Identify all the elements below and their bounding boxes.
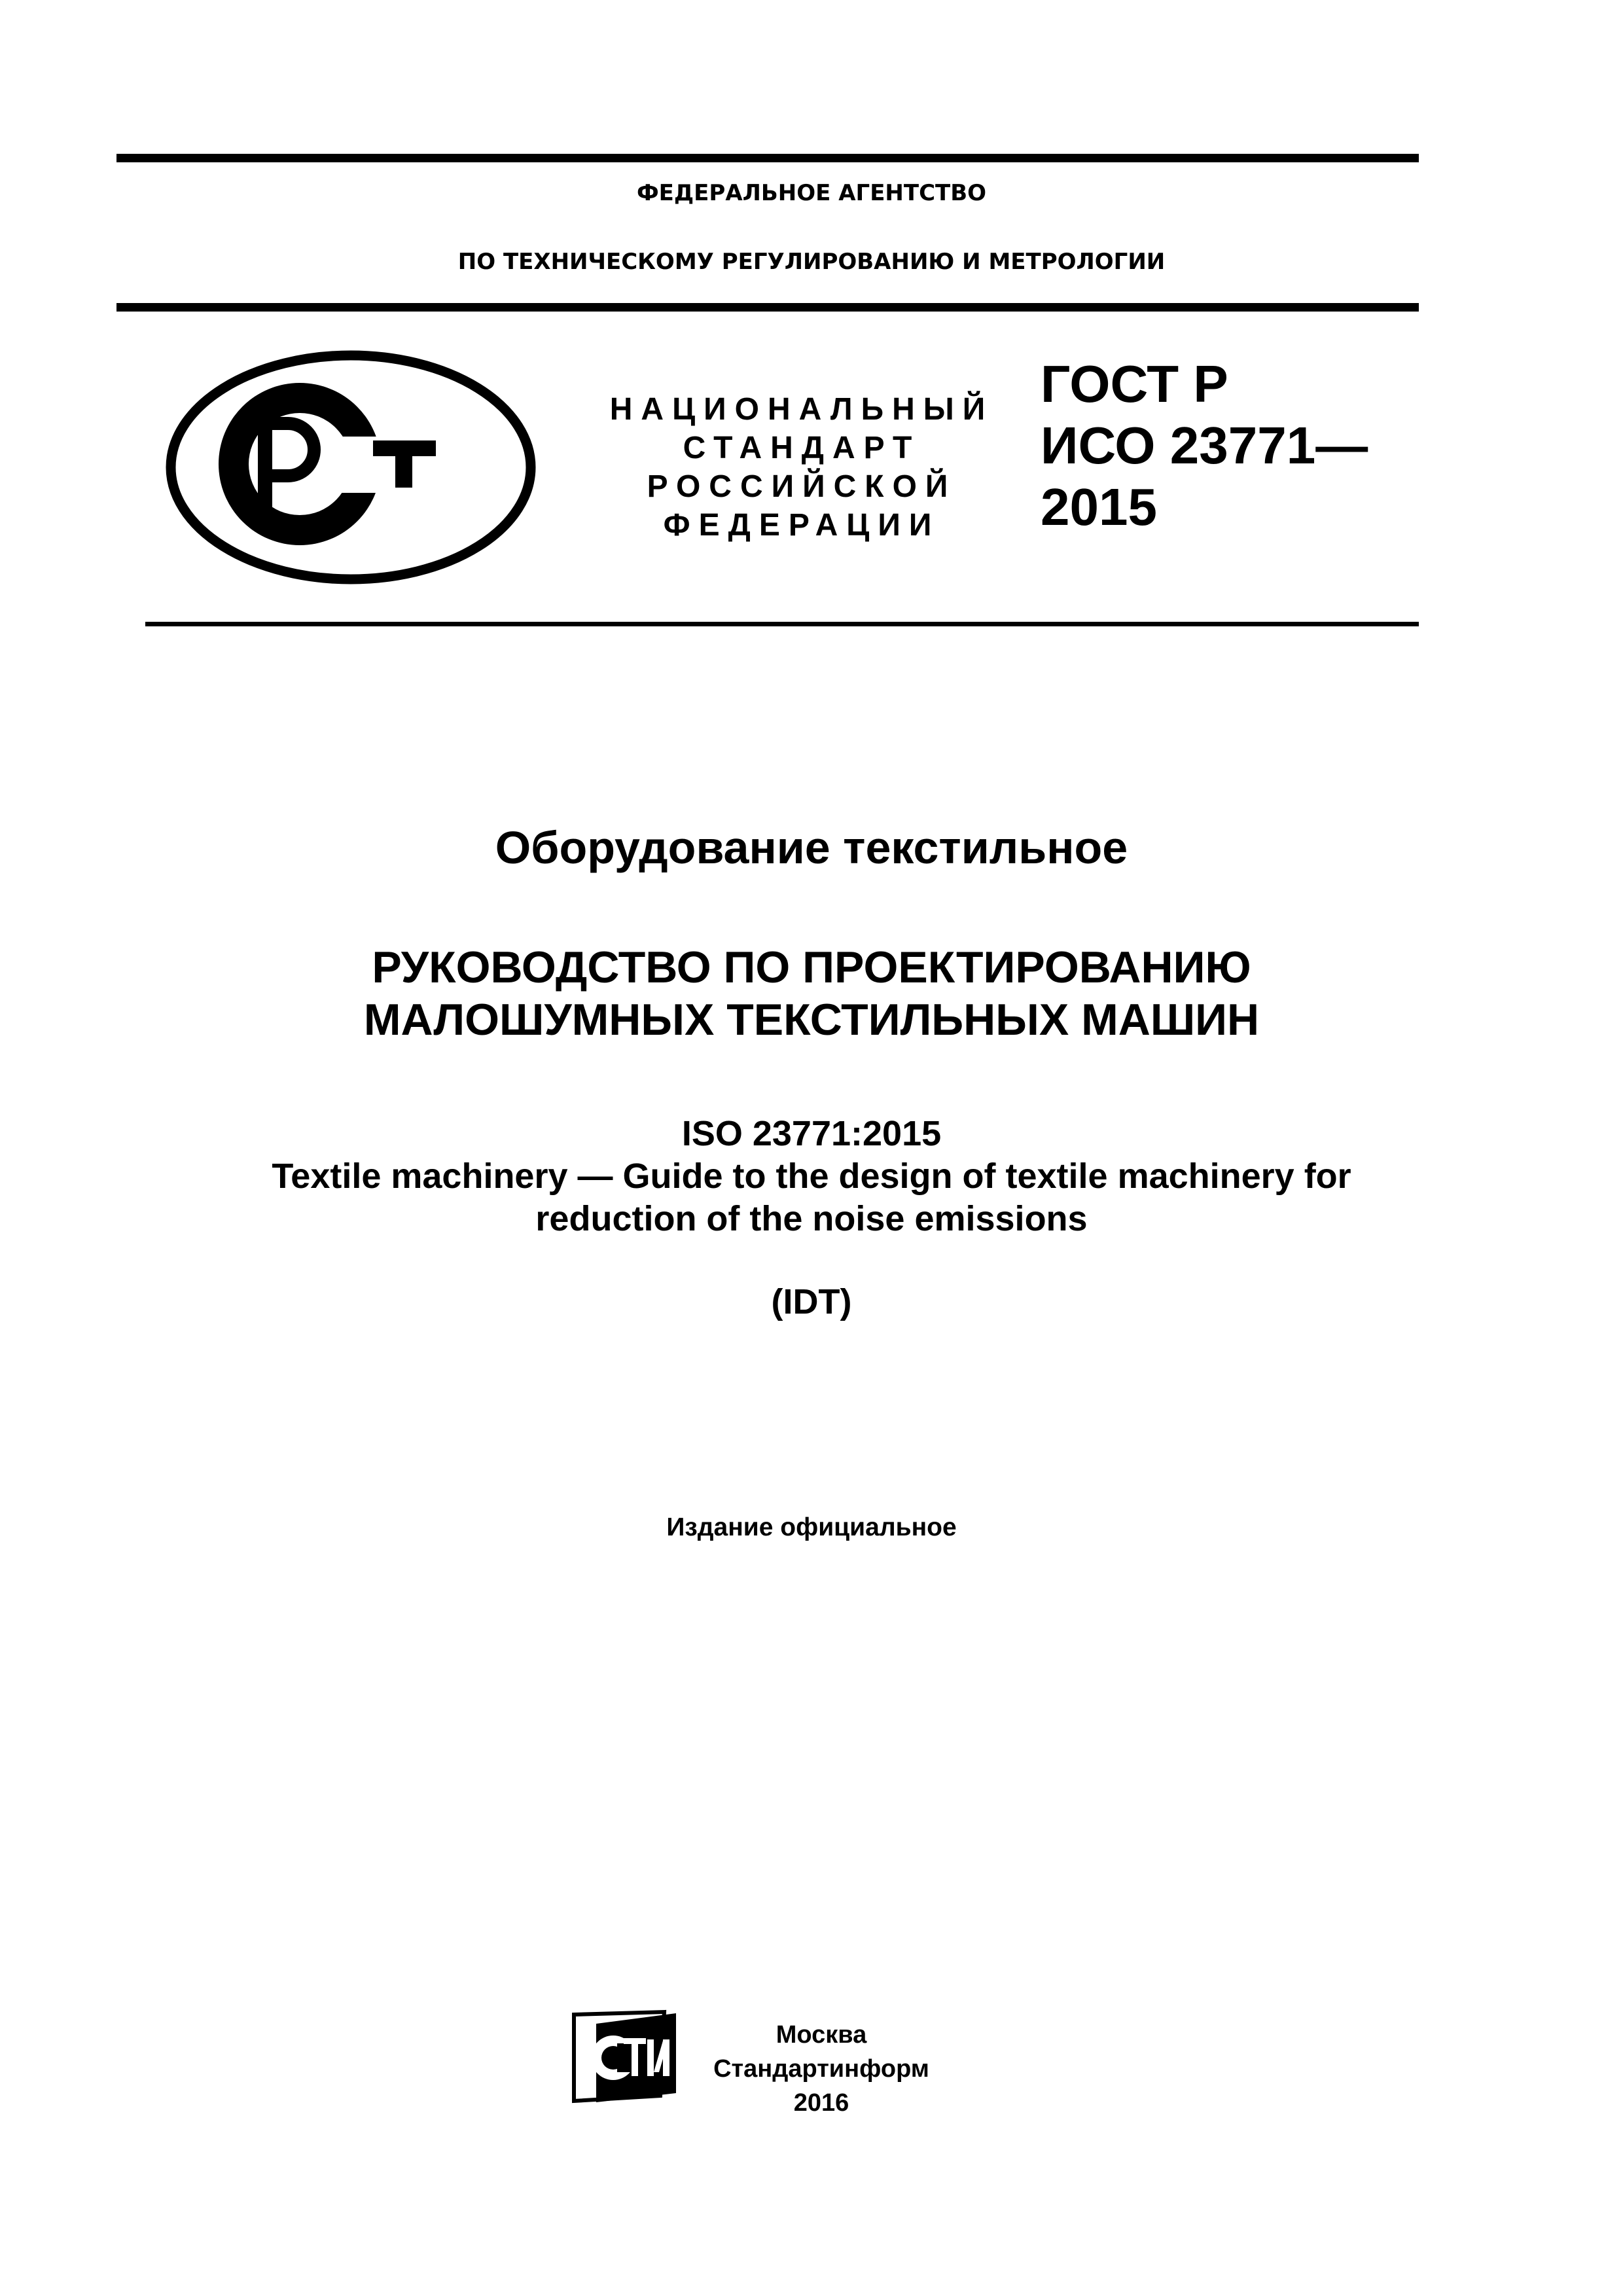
publisher-block <box>707 2018 936 2120</box>
header-bottom-rule <box>116 303 1419 312</box>
standard-type <box>589 390 1014 545</box>
agency-line-2: ПО ТЕХНИЧЕСКОМУ РЕГУЛИРОВАНИЮ И МЕТРОЛОГИИ <box>457 249 1166 275</box>
equivalence-mark: (IDT) <box>771 1282 852 1321</box>
agency-line-1: ФЕДЕРАЛЬНОЕ АГЕНТСТВО <box>636 180 987 206</box>
iso-title-line-2: reduction of the noise emissions <box>535 1199 1088 1238</box>
standard-type-line-4: ФЕДЕРАЦИИ <box>663 508 940 543</box>
standard-type-line-3: РОССИЙСКОЙ <box>647 469 957 504</box>
document-subtitle <box>0 941 1623 1046</box>
publisher-city: Москва <box>776 2021 867 2049</box>
standard-type-line-1: НАЦИОНАЛЬНЫЙ <box>609 392 994 427</box>
edition-note: Издание официальное <box>666 1513 957 1541</box>
subtitle-line-2: МАЛОШУМНЫХ ТЕКСТИЛЬНЫХ МАШИН <box>363 995 1260 1045</box>
designation-line-1: ГОСТ Р <box>1041 355 1228 413</box>
standartinform-logo-icon <box>571 2009 686 2104</box>
masthead-bottom-rule <box>145 622 1419 626</box>
rst-logo-icon <box>165 350 537 584</box>
document-title: Оборудование текстильное <box>495 822 1128 873</box>
iso-reference <box>0 1113 1623 1240</box>
standard-type-line-2: СТАНДАРТ <box>683 431 921 465</box>
designation-line-3: 2015 <box>1041 478 1157 536</box>
iso-number: ISO 23771:2015 <box>681 1114 942 1153</box>
standard-designation <box>1041 353 1368 538</box>
iso-title-line-1: Textile machinery — Guide to the design of textile machinery for <box>272 1157 1351 1196</box>
publisher-name: Стандартинформ <box>713 2055 929 2083</box>
header-top-rule <box>116 154 1419 162</box>
publisher-year: 2016 <box>793 2089 849 2117</box>
designation-line-2: ИСО 23771— <box>1041 416 1368 475</box>
subtitle-line-1: РУКОВОДСТВО ПО ПРОЕКТИРОВАНИЮ <box>372 942 1251 992</box>
